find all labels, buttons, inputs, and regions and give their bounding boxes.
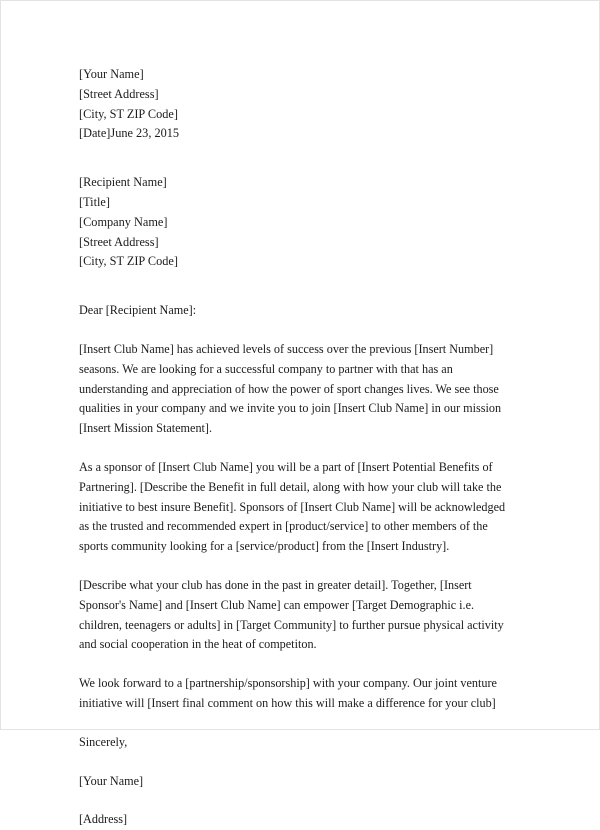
recipient-street: [Street Address]: [79, 234, 159, 249]
body-paragraph-1: [79, 340, 519, 439]
sender-city-state-zip: [City, ST ZIP Code]: [79, 106, 178, 121]
body-paragraph-3: [79, 576, 519, 655]
spacer-after-valediction: [79, 753, 519, 772]
sender-address-block: [79, 65, 519, 144]
paragraph-line: Sponsor's Name] and [Insert Club Name] can empower [Target Demographic i.e.: [79, 597, 475, 612]
body-paragraph-4: [79, 674, 519, 714]
salutation: Dear [Recipient Name]:: [79, 303, 197, 318]
paragraph-line: children, teenagers or adults] in [Target Community] to further pursue physical activity: [79, 617, 504, 632]
paragraph-line: qualities in your company and we invite you to join [Insert Club Name] in our mission: [79, 401, 502, 416]
paragraph-line: understanding and appreciation of how the power of sport changes lives. We see those: [79, 381, 499, 396]
spacer-after-sender: [79, 144, 519, 173]
valediction: Sincerely,: [79, 734, 128, 749]
paragraph-line: [Insert Club Name] has achieved levels of success over the previous [Insert Number]: [79, 341, 494, 356]
spacer-after-recipient: [79, 272, 519, 301]
paragraph-line: initiative to best insure Benefit]. Sponsors of [Insert Club Name] will be acknowledged: [79, 499, 506, 514]
signature-address: [Address]: [79, 812, 128, 827]
letter-date: [Date]June 23, 2015: [79, 126, 180, 141]
sender-street: [Street Address]: [79, 86, 159, 101]
letter-body: [79, 65, 519, 830]
paragraph-line: As a sponsor of [Insert Club Name] you will be a part of [Insert Potential Benefits of: [79, 459, 493, 474]
paragraph-line: We look forward to a [partnership/sponsorship] with your company. Our joint venture: [79, 676, 497, 691]
paragraph-line: as the trusted and recommended expert in [product/service] to other members of the: [79, 519, 488, 534]
paragraph-line: Partnering]. [Describe the Benefit in full detail, along with how your club will take the: [79, 479, 502, 494]
paragraph-line: and social cooperation in the heat of competiton.: [79, 637, 317, 652]
paragraph-line: [Describe what your club has done in the past in greater detail]. Together, [Insert: [79, 577, 472, 592]
spacer-between-paragraphs: [79, 439, 519, 458]
paragraph-line: sports community looking for a [service/product] from the [Insert Industry].: [79, 539, 450, 554]
spacer-between-paragraphs: [79, 557, 519, 576]
signature-name: [Your Name]: [79, 773, 144, 788]
recipient-company: [Company Name]: [79, 214, 168, 229]
spacer-after-signature-name: [79, 791, 519, 810]
spacer-between-paragraphs: [79, 655, 519, 674]
paragraph-line: seasons. We are looking for a successful company to partner with that has an: [79, 361, 453, 376]
spacer-before-closing: [79, 714, 519, 733]
paragraph-line: [Insert Mission Statement].: [79, 421, 213, 436]
paragraph-line: initiative will [Insert final comment on how this will make a difference for your club]: [79, 695, 496, 710]
recipient-address-block: [79, 173, 519, 272]
body-paragraph-2: [79, 458, 519, 557]
recipient-city-state-zip: [City, ST ZIP Code]: [79, 254, 178, 269]
spacer-after-salutation: [79, 321, 519, 340]
sender-name: [Your Name]: [79, 67, 144, 81]
recipient-title: [Title]: [79, 194, 110, 209]
recipient-name: [Recipient Name]: [79, 175, 167, 190]
